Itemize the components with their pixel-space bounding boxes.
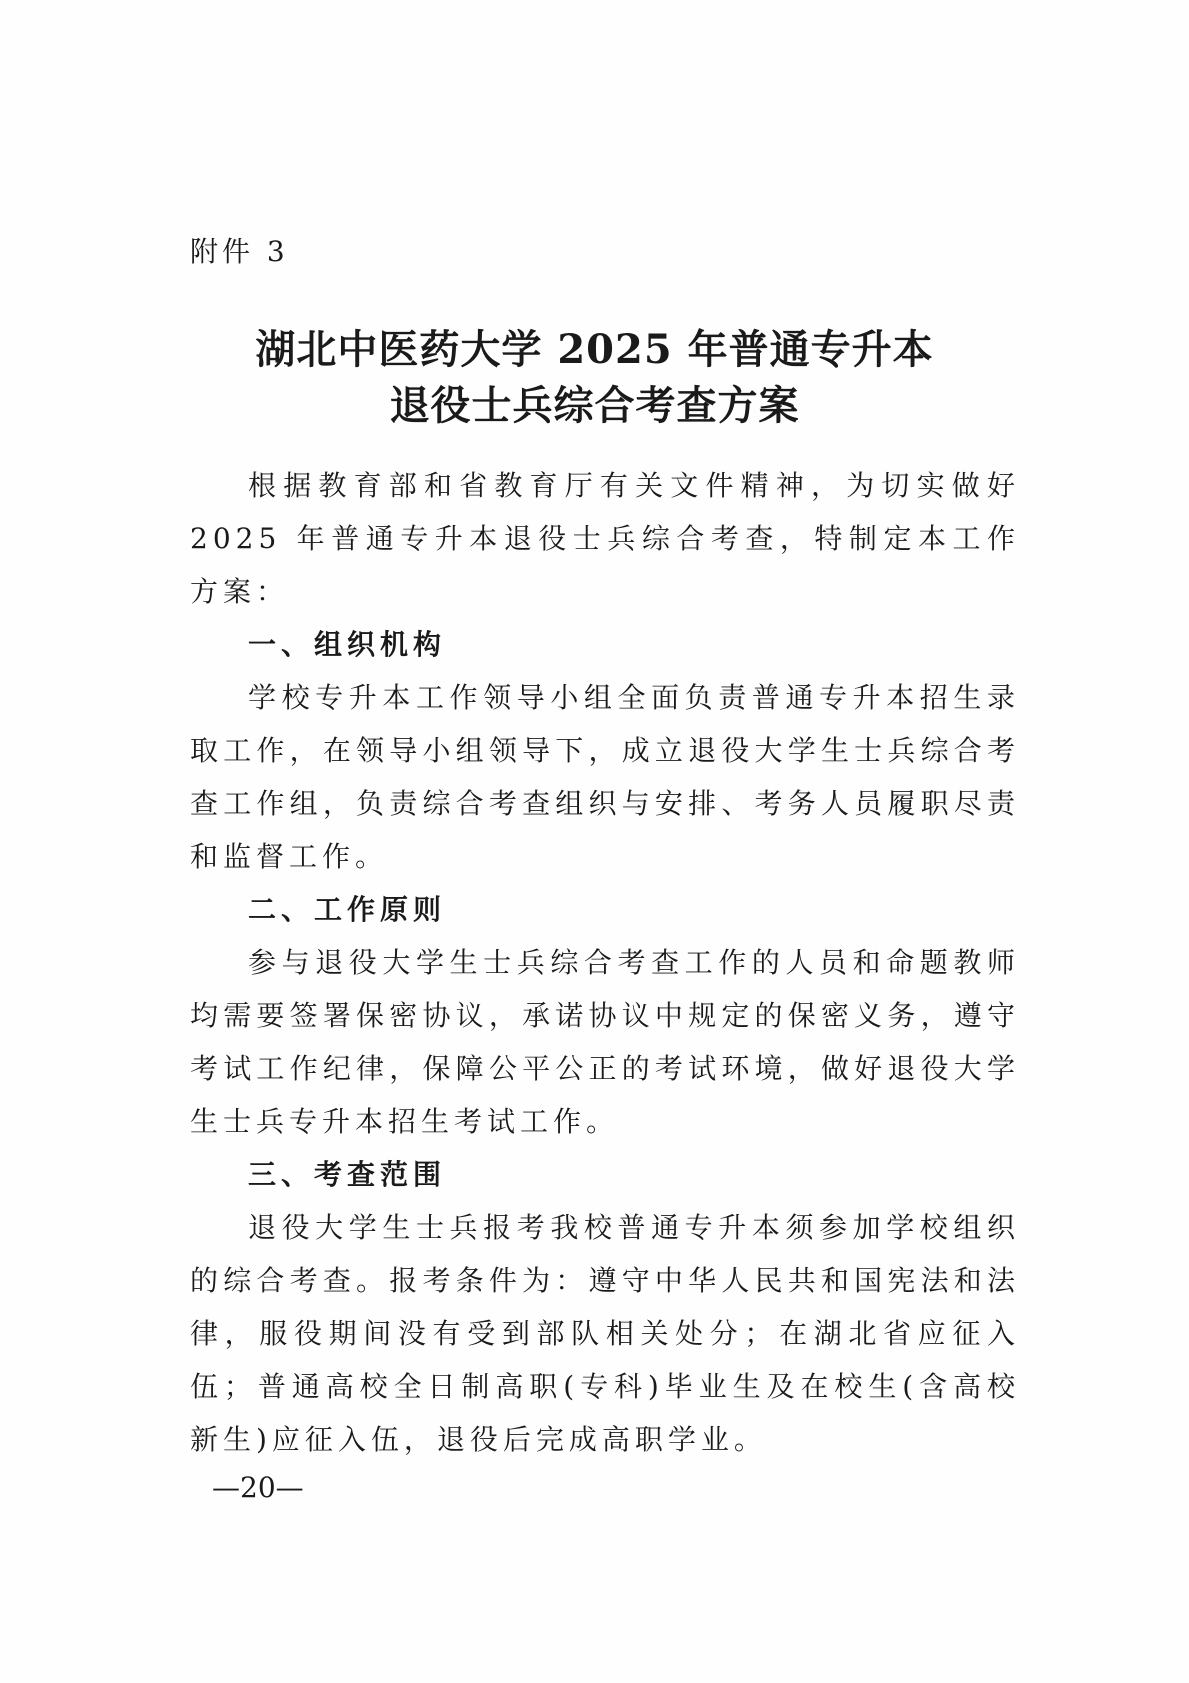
intro-paragraph: 根据教育部和省教育厅有关文件精神，为切实做好 2025 年普通专升本退役士兵综合考查，特制定本工作方案： (190, 469, 1020, 608)
section-text-organization: 学校专升本工作领导小组全面负责普通专升本招生录取工作，在领导小组领导下，成立退役大学生士兵综合考查工作组，负责综合考查组织与安排、考务人员履职尽责和监督工作。 (190, 681, 1020, 873)
page-number: —20— (212, 1471, 304, 1504)
section-text-principles: 参与退役大学生士兵综合考查工作的人员和命题教师均需要签署保密协议，承诺协议中规定的保密义务，遵守考试工作纪律，保障公平公正的考试环境，做好退役大学生士兵专升本招生考试工作。 (190, 946, 1020, 1138)
section-heading-scope: 三、考查范围 (248, 1158, 447, 1191)
section-heading-principles: 二、工作原则 (248, 893, 447, 926)
section-heading-organization: 一、组织机构 (248, 628, 447, 661)
document-body (190, 459, 1020, 1466)
document-title-line-2: 退役士兵综合考查方案 (389, 382, 800, 429)
section-text-scope: 退役大学生士兵报考我校普通专升本须参加学校组织的综合考查。报考条件为：遵守中华人民共和国宪法和法律，服役期间没有受到部队相关处分；在湖北省应征入伍；普通高校全日制高职(专科)毕业生及在校生(含高校新生)应征入伍，退役后完成高职学业。 (190, 1211, 1020, 1456)
attachment-label: 附件 3 (190, 235, 289, 268)
document-title-line-1: 湖北中医药大学 2025 年普通专升本 (255, 326, 934, 373)
